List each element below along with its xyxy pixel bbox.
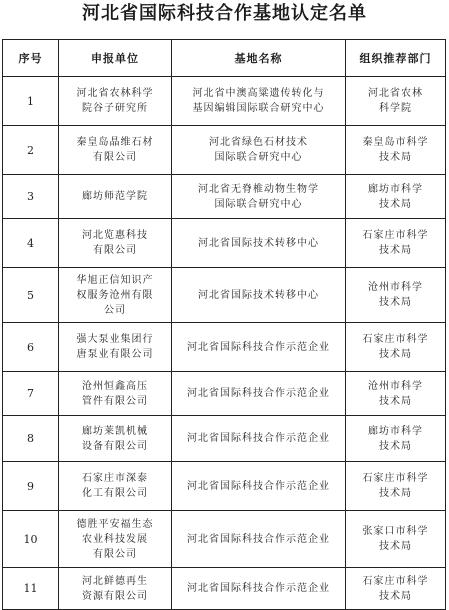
cell-base-name-text: 河北省国际科技合作示范企业 bbox=[187, 341, 330, 353]
cell-applicant-unit-text: 强大泵业集团行 唐泵业有限公司 bbox=[76, 334, 154, 360]
cell-serial-number bbox=[3, 372, 59, 416]
cell-recommending-department bbox=[346, 77, 446, 126]
cell-applicant-unit bbox=[59, 268, 172, 323]
cell-recommending-department bbox=[346, 462, 446, 511]
cell-base-name-text: 河北省中澳高粱遗传转化与 基因编辑国际联合研究中心 bbox=[192, 88, 325, 114]
header-base-name: 基地名称 bbox=[172, 40, 346, 77]
table-row bbox=[3, 219, 446, 268]
cell-base-name bbox=[172, 416, 346, 462]
cell-base-name-text: 河北省国际技术转移中心 bbox=[198, 289, 319, 301]
cell-serial-number bbox=[3, 511, 59, 568]
cell-recommending-department bbox=[346, 219, 446, 268]
cell-serial-number bbox=[3, 77, 59, 126]
cell-applicant-unit-text: 沧州恒鑫高压 管件有限公司 bbox=[82, 380, 148, 407]
cell-base-name bbox=[172, 568, 346, 610]
cell-applicant-unit-text: 秦皇岛晶维石材 有限公司 bbox=[76, 137, 154, 163]
cell-recommending-department bbox=[346, 323, 446, 372]
cell-recommending-department bbox=[346, 511, 446, 568]
cell-base-name bbox=[172, 323, 346, 372]
cell-base-name-text: 河北省国际科技合作示范企业 bbox=[187, 433, 330, 444]
cell-recommending-department bbox=[346, 372, 446, 416]
cell-applicant-unit bbox=[59, 323, 172, 372]
cell-applicant-unit-text: 廊坊莱凯机械 设备有限公司 bbox=[82, 425, 148, 452]
table-header-row bbox=[3, 40, 446, 77]
cell-base-name bbox=[172, 219, 346, 268]
cell-base-name-text: 河北省无脊椎动物生物学 国际联合研究中心 bbox=[198, 183, 319, 210]
header-applicant-unit: 申报单位 bbox=[59, 40, 172, 77]
cell-applicant-unit-text: 廊坊师范学院 bbox=[82, 191, 148, 202]
cell-recommending-department-text: 石家庄市科学 技术局 bbox=[362, 230, 429, 256]
cell-serial-number-text: 2 bbox=[27, 143, 34, 157]
cell-applicant-unit bbox=[59, 372, 172, 416]
table-row bbox=[3, 77, 446, 126]
page-title: 河北省国际科技合作基地认定名单 bbox=[82, 3, 367, 24]
cell-base-name bbox=[172, 175, 346, 219]
cell-recommending-department bbox=[346, 416, 446, 462]
table-row bbox=[3, 268, 446, 323]
cell-recommending-department-text: 张家口市科学 技术局 bbox=[362, 526, 429, 552]
cell-applicant-unit bbox=[59, 462, 172, 511]
cell-serial-number-text: 6 bbox=[27, 340, 34, 354]
cell-recommending-department-text: 石家庄市科学 技术局 bbox=[362, 575, 429, 602]
cell-base-name-text: 河北省国际科技合作示范企业 bbox=[187, 388, 330, 399]
cell-serial-number bbox=[3, 175, 59, 219]
cell-recommending-department-text: 廊坊市科学 技术局 bbox=[368, 425, 423, 452]
cell-applicant-unit bbox=[59, 416, 172, 462]
cell-applicant-unit bbox=[59, 219, 172, 268]
cell-serial-number-text: 5 bbox=[27, 288, 34, 302]
cell-recommending-department-text: 沧州市科学 技术局 bbox=[368, 380, 423, 407]
cell-applicant-unit bbox=[59, 511, 172, 568]
cell-base-name-text: 河北省国际科技合作示范企业 bbox=[187, 583, 330, 594]
cell-serial-number bbox=[3, 126, 59, 175]
cell-serial-number bbox=[3, 568, 59, 610]
cell-serial-number bbox=[3, 462, 59, 511]
cell-recommending-department-text: 石家庄市科学 技术局 bbox=[362, 473, 429, 499]
cell-recommending-department bbox=[346, 126, 446, 175]
cell-base-name-text: 河北省国际科技合作示范企业 bbox=[187, 480, 330, 492]
cell-base-name bbox=[172, 511, 346, 568]
cell-base-name-text: 河北省国际科技合作示范企业 bbox=[187, 533, 330, 545]
cell-base-name bbox=[172, 462, 346, 511]
cell-applicant-unit bbox=[59, 77, 172, 126]
cell-base-name bbox=[172, 372, 346, 416]
cell-recommending-department-text: 廊坊市科学 技术局 bbox=[368, 183, 423, 210]
cell-serial-number bbox=[3, 323, 59, 372]
cell-base-name-text: 河北省绿色石材技术 国际联合研究中心 bbox=[209, 137, 308, 163]
cell-serial-number-text: 11 bbox=[23, 582, 38, 595]
cell-base-name bbox=[172, 77, 346, 126]
cell-applicant-unit bbox=[59, 175, 172, 219]
table-row bbox=[3, 416, 446, 462]
cell-applicant-unit bbox=[59, 568, 172, 610]
cell-serial-number-text: 10 bbox=[23, 532, 38, 546]
cell-applicant-unit-text: 河北览惠科技 有限公司 bbox=[82, 230, 148, 256]
cell-serial-number-text: 4 bbox=[27, 236, 34, 250]
header-recommending-department: 组织推荐部门 bbox=[346, 40, 446, 77]
cell-applicant-unit-text: 华旭正信知识产 权服务沧州有限 公司 bbox=[76, 274, 154, 316]
cell-serial-number-text: 1 bbox=[27, 94, 34, 108]
cell-base-name-text: 河北省国际技术转移中心 bbox=[198, 237, 319, 249]
table-row bbox=[3, 323, 446, 372]
table-row bbox=[3, 511, 446, 568]
cell-applicant-unit-text: 河北省农林科学 院谷子研究所 bbox=[76, 88, 154, 114]
cell-recommending-department bbox=[346, 175, 446, 219]
cell-recommending-department bbox=[346, 568, 446, 610]
cell-recommending-department-text: 秦皇岛市科学 技术局 bbox=[362, 137, 429, 163]
table-row bbox=[3, 462, 446, 511]
cell-base-name bbox=[172, 268, 346, 323]
cell-recommending-department-text: 沧州市科学 技术局 bbox=[368, 282, 423, 308]
header-serial-number: 序号 bbox=[3, 40, 59, 77]
cell-serial-number-text: 3 bbox=[27, 190, 34, 203]
cell-serial-number-text: 8 bbox=[27, 432, 34, 445]
cell-applicant-unit-text: 德胜平安福生态 农业科技发展 有限公司 bbox=[76, 518, 154, 560]
cell-applicant-unit-text: 石家庄市深泰 化工有限公司 bbox=[82, 473, 148, 499]
cell-recommending-department-text: 河北省农林 科学院 bbox=[368, 88, 423, 114]
cell-serial-number bbox=[3, 219, 59, 268]
cell-serial-number bbox=[3, 268, 59, 323]
cell-serial-number-text: 7 bbox=[27, 387, 34, 400]
cell-serial-number-text: 9 bbox=[27, 479, 34, 493]
cell-applicant-unit-text: 河北鲜德再生 资源有限公司 bbox=[82, 575, 148, 602]
table-row bbox=[3, 372, 446, 416]
cell-base-name bbox=[172, 126, 346, 175]
table-row bbox=[3, 568, 446, 610]
table-row bbox=[3, 175, 446, 219]
cell-serial-number bbox=[3, 416, 59, 462]
cell-applicant-unit bbox=[59, 126, 172, 175]
base-list-table bbox=[2, 39, 446, 610]
cell-recommending-department-text: 石家庄市科学 技术局 bbox=[362, 334, 429, 360]
cell-recommending-department bbox=[346, 268, 446, 323]
table-row bbox=[3, 126, 446, 175]
